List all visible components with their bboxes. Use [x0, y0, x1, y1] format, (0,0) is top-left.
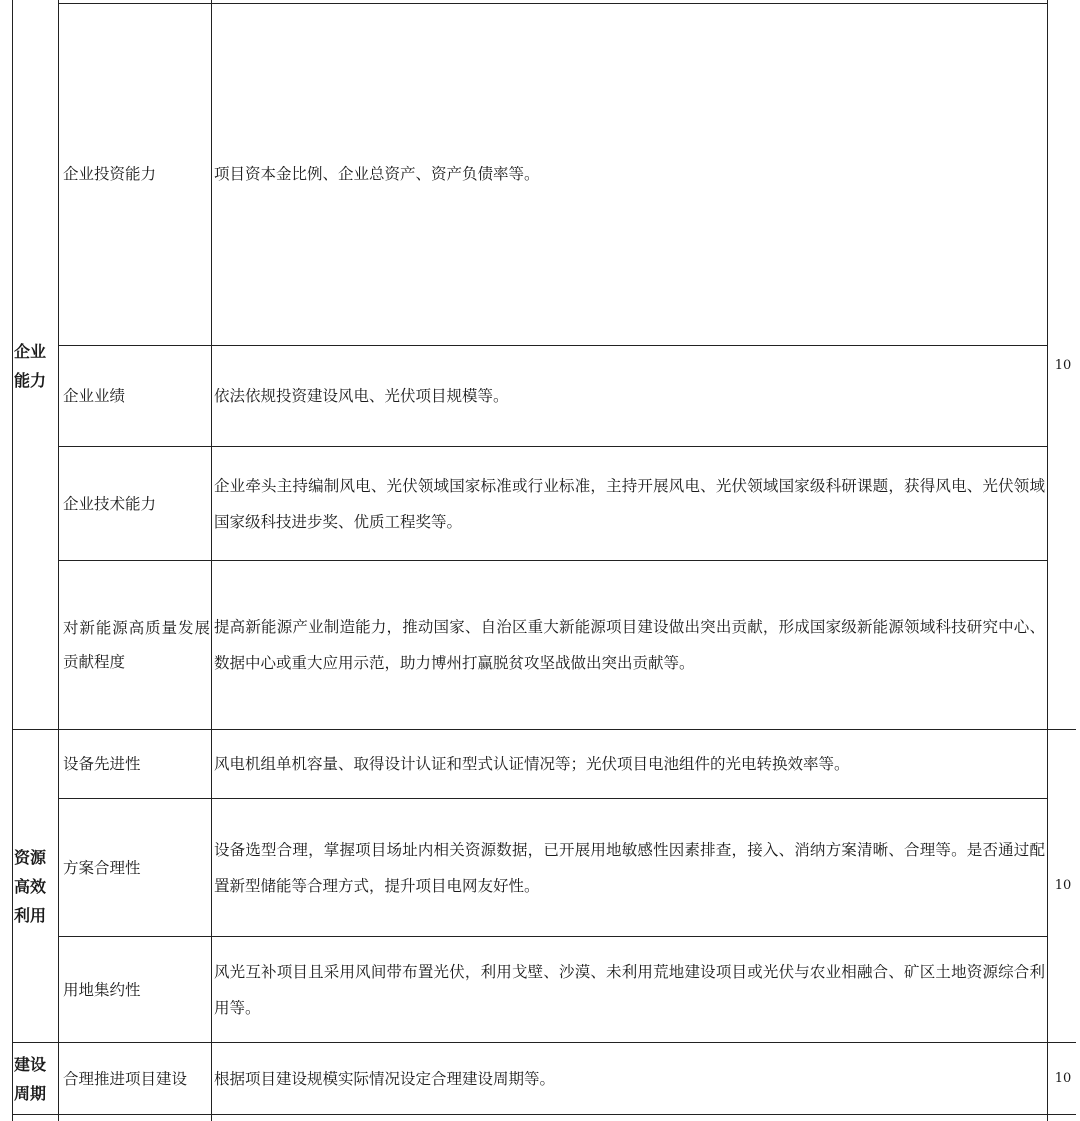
category-line: 利用 — [14, 905, 47, 925]
description-text: 依法依规投资建设风电、光伏项目规模等。 — [214, 387, 509, 405]
description-text: 风电机组单机容量、取得设计认证和型式认证情况等；光伏项目电池组件的光电转换效率等。 — [214, 755, 850, 773]
score-enterprise-capability: 10 — [1054, 358, 1072, 373]
description-construction-progress — [214, 1043, 1045, 1114]
score-construction-period: 10 — [1054, 1070, 1072, 1086]
score-resource-efficiency: 10 — [1054, 878, 1072, 893]
description-text: 提高新能源产业制造能力，推动国家、自治区重大新能源项目建设做出突出贡献，形成国家级新能源领域科技研究中心、数据中心或重大应用示范，助力博州打赢脱贫攻坚战做出突出贡献等。 — [214, 618, 1045, 672]
item-text: 对新能源高质量发展贡献程度 — [63, 619, 210, 671]
description-enterprise-performance — [214, 346, 1045, 446]
category-construction-period — [14, 1043, 56, 1114]
item-technical-capability: 企业技术能力 — [63, 494, 157, 513]
item-enterprise-performance: 企业业绩 — [63, 387, 126, 405]
category-line: 周期 — [14, 1083, 47, 1103]
description-land-intensiveness — [214, 937, 1045, 1042]
item-plan-rationality: 方案合理性 — [63, 858, 141, 877]
description-text: 根据项目建设规模实际情况设定合理建设周期等。 — [214, 1069, 556, 1088]
description-contribution-degree — [214, 561, 1045, 729]
item-investment-capability: 企业投资能力 — [63, 165, 157, 183]
category-line: 能力 — [14, 371, 47, 390]
description-technical-capability — [214, 447, 1045, 560]
item-equipment-advancement: 设备先进性 — [63, 755, 141, 773]
category-enterprise-capability — [14, 3, 56, 729]
category-line: 高效 — [14, 876, 47, 896]
description-equipment-advancement — [214, 730, 1045, 798]
description-text: 风光互补项目且采用风间带布置光伏，利用戈壁、沙漠、未利用荒地建设项目或光伏与农业相融合、矿区土地资源综合利用等。 — [214, 962, 1045, 1017]
description-text: 设备选型合理，掌握项目场址内相关资源数据，已开展用地敏感性因素排查，接入、消纳方案清晰、合理等。是否通过配置新型储能等合理方式，提升项目电网友好性。 — [214, 840, 1045, 895]
category-line: 资源 — [14, 847, 47, 867]
description-text: 项目资本金比例、企业总资产、资产负债率等。 — [214, 165, 540, 183]
description-investment-capability — [214, 3, 1045, 345]
category-line: 建设 — [14, 1054, 47, 1074]
description-plan-rationality — [214, 799, 1045, 936]
description-text: 企业牵头主持编制风电、光伏领域国家标准或行业标准，主持开展风电、光伏领域国家级科研课题，获得风电、光伏领域国家级科技进步奖、优质工程奖等。 — [214, 476, 1045, 531]
category-line: 企业 — [14, 342, 47, 361]
category-resource-efficiency — [14, 730, 56, 1042]
item-contribution-degree — [61, 561, 210, 729]
table-border-bottom — [12, 1114, 1076, 1115]
item-land-intensiveness: 用地集约性 — [63, 980, 141, 999]
item-construction-progress: 合理推进项目建设 — [63, 1069, 188, 1088]
